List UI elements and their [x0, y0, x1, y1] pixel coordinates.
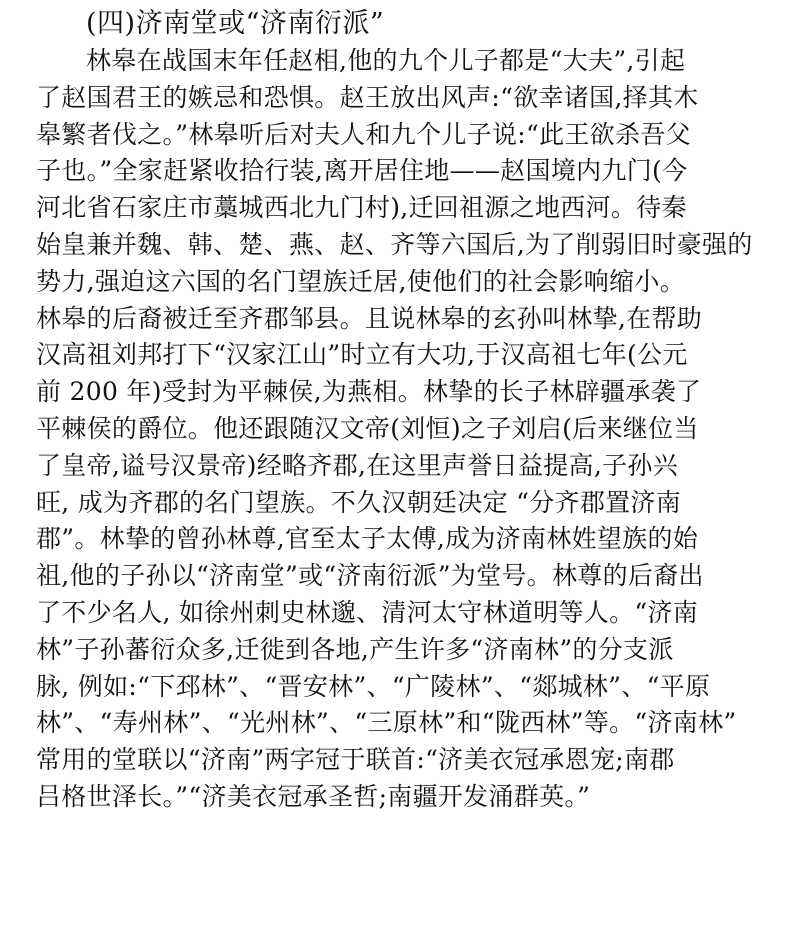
text-line-18: 脉, 例如:“下邳林”、“晋安林”、“广陵林”、“郯城林”、“平原	[36, 671, 711, 701]
text-line-12: 了皇帝,谥号汉景帝)经略齐郡,在这里声誉日益提高,子孙兴	[36, 450, 678, 480]
text-line-13: 旺, 成为齐郡的名门望族。不久汉朝廷决定 “分齐郡置济南	[36, 487, 682, 517]
section-heading: (四)济南堂或“济南衍派”	[86, 8, 385, 39]
text-line-1: 林皋在战国末年任赵相,他的九个儿子都是“大夫”,引起	[86, 46, 686, 75]
text-line-16: 了不少名人, 如徐州刺史林邈、清河太守林道明等人。“济南	[36, 597, 699, 627]
text-line-2: 了赵国君王的嫉忌和恐惧。赵王放出风声:“欲幸诸国,择其木	[36, 82, 699, 112]
text-line-10: 前 200 年)受封为平棘侯,为燕相。林挚的长子林辟疆承袭了	[36, 377, 702, 407]
text-line-6: 始皇兼并魏、韩、楚、燕、赵、齐等六国后,为了削弱旧时豪强的	[36, 229, 753, 259]
text-line-8: 林皋的后裔被迁至齐郡邹县。且说林皋的玄孙叫林挚,在帮助	[36, 303, 703, 333]
text-line-17: 林”子孙蕃衍众多,迁徙到各地,产生许多“济南林”的分支派	[36, 634, 674, 664]
text-line-4: 子也。”全家赶紧收拾行装,离开居住地——赵国境内九门(今	[36, 156, 688, 186]
text-line-19: 林”、“寿州林”、“光州林”、“三原林”和“陇西林”等。“济南林”	[36, 708, 737, 738]
text-line-14: 郡”。林挚的曾孙林尊,官至太子太傅,成为济南林姓望族的始	[36, 524, 699, 554]
text-line-15: 祖,他的子孙以“济南堂”或“济南衍派”为堂号。林尊的后裔出	[36, 561, 704, 591]
text-line-9: 汉高祖刘邦打下“汉家江山”时立有大功,于汉高祖七年(公元	[36, 340, 688, 370]
text-line-11: 平棘侯的爵位。他还跟随汉文帝(刘恒)之子刘启(后来继位当	[36, 413, 699, 443]
text-line-5: 河北省石家庄市藁城西北九门村),迁回祖源之地西河。待秦	[36, 193, 687, 223]
text-line-3: 皋繁者伐之。”林皋听后对夫人和九个儿子说:“此王欲杀吾父	[36, 119, 691, 149]
text-line-21: 吕格世泽长。”“济美衣冠承圣哲;南疆开发涌群英。”	[36, 781, 591, 811]
body-paragraph	[36, 43, 776, 816]
text-line-7: 势力,强迫这六国的名门望族迁居,使他们的社会影响缩小。	[36, 266, 685, 296]
text-line-20: 常用的堂联以“济南”两字冠于联首:“济美衣冠承恩宠;南郡	[36, 745, 675, 775]
